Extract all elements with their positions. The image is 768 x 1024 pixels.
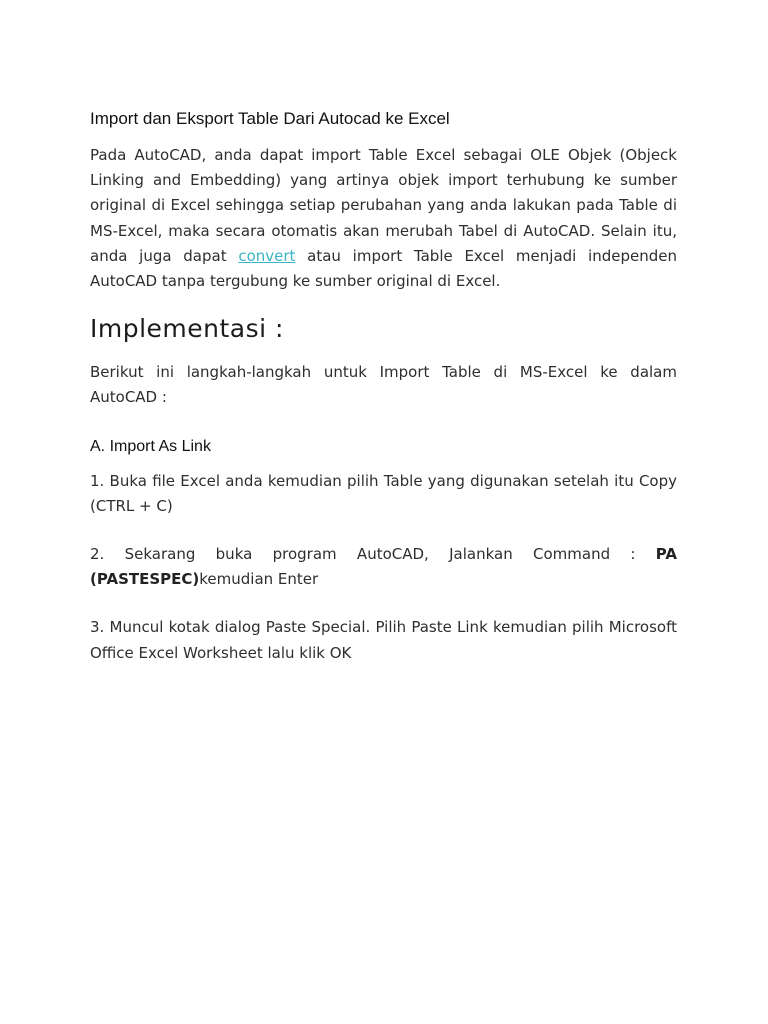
section-intro-paragraph: Berikut ini langkah-langkah untuk Import Table di MS-Excel ke dalam AutoCAD : (90, 363, 677, 407)
section-heading: Implementasi : (90, 314, 284, 344)
step-2-command: PA (PASTESPEC) (90, 545, 677, 589)
step-2-text-end: kemudian Enter (199, 570, 319, 589)
document-page (90, 104, 677, 666)
article-title: Import dan Eksport Table Dari Autocad ke Excel (90, 109, 450, 128)
subsection-heading: A. Import As Link (90, 437, 211, 455)
step-2 (90, 542, 677, 592)
step-2-text: 2. Sekarang buka program AutoCAD, Jalankan Command : (90, 545, 656, 564)
intro-paragraph (90, 143, 677, 294)
step-1: 1. Buka file Excel anda kemudian pilih Table yang digunakan setelah itu Copy (CTRL + C) (90, 471, 677, 515)
convert-link[interactable]: convert (238, 246, 296, 265)
step-3: 3. Muncul kotak dialog Paste Special. Pilih Paste Link kemudian pilih Microsoft Office Excel Worksheet lalu klik OK (90, 618, 677, 662)
intro-text-part1: Pada AutoCAD, anda dapat import Table Excel sebagai OLE Objek (Objeck Linking and Embedding) yang artinya objek import terhubung ke sumber original di Excel sehingga setiap perubahan yang anda lakukan pada Table di MS-Excel, maka secara otomatis akan merubah Tabel di AutoCAD. Selain itu, anda juga dapat (90, 146, 677, 265)
intro-text-part2: atau import Table Excel menjadi independen AutoCAD tanpa tergubung ke sumber original di Excel. (90, 246, 677, 291)
